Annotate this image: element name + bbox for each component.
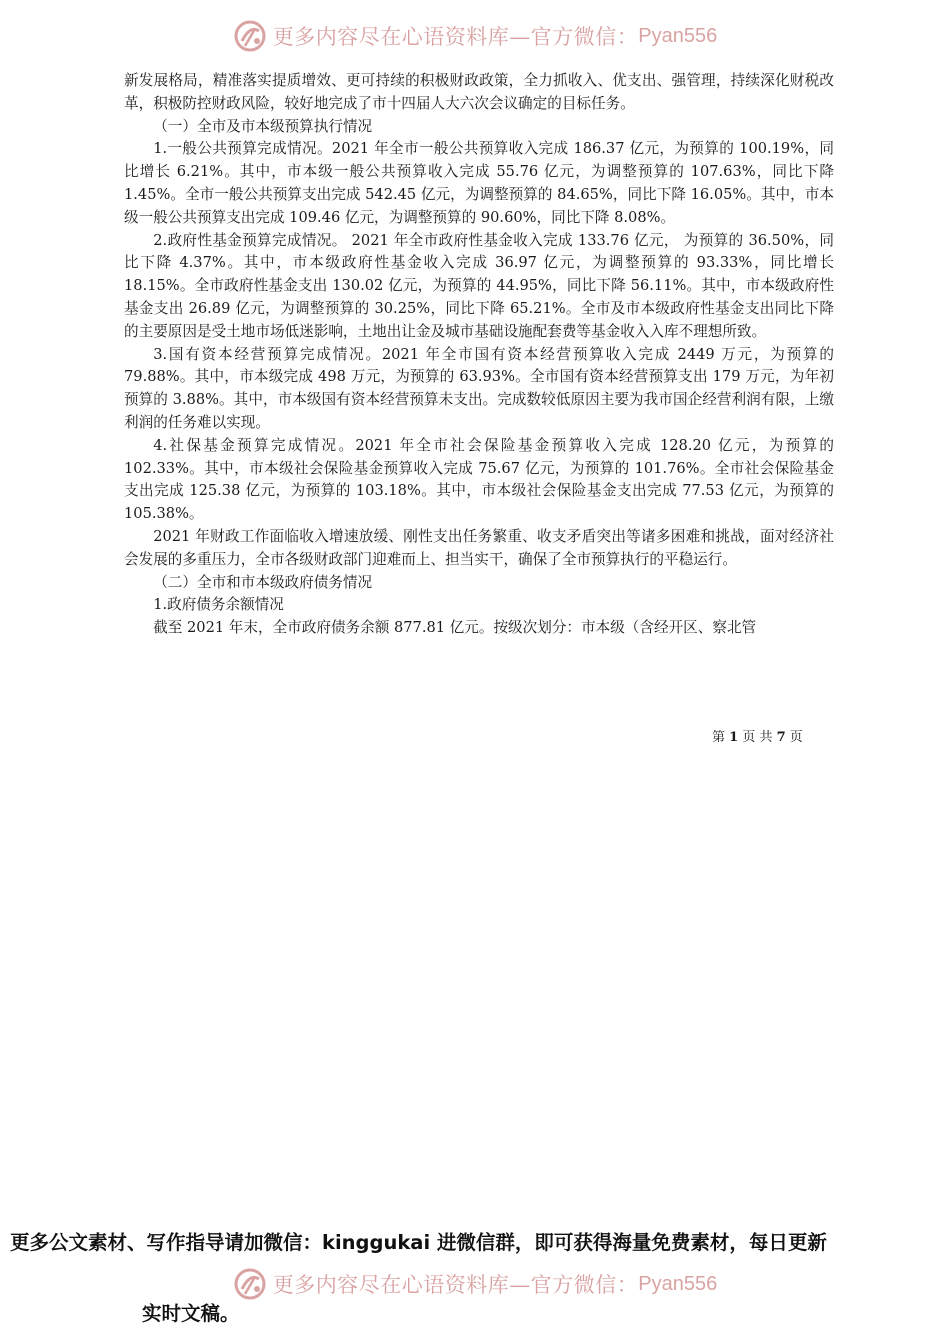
total-page-number: 7	[776, 730, 786, 745]
paragraph: 2.政府性基金预算完成情况。 2021 年全市政府性基金收入完成 133.76 亿元， 为预算的 36.50%，同比下降 4.37%。其中，市本级政府性基金收入完成 36.97 亿元，为调整预算的 93.33%，同比增长 18.15%。全市政府性基金支出 130.02 亿元，为预算的 44.95%，同比下降 56.11%。其中，市本级政府性基金支出 26.89 亿元，为调整预算的 30.25%，同比下降 65.21%。全市及市本级政府性基金支出同比下降的主要原因是受土地市场低迷影响，土地出让金及城市基础设施配套费等基金收入入库不理想所致。	[124, 231, 834, 340]
paragraph: 截至 2021 年末，全市政府债务余额 877.81 亿元。按级次划分：市本级（含经开区、察北管	[153, 619, 757, 637]
footer-suffix: 页	[785, 730, 803, 745]
promo-line-1: 更多公文素材、写作指导请加微信：kinggukai 进微信群，即可获得海量免费素材，每日更新	[10, 1231, 827, 1254]
paragraph: 2021 年财政工作面临收入增速放缓、刚性支出任务繁重、收支矛盾突出等诸多困难和挑战，面对经济社会发展的多重压力，全市各级财政部门迎难而上、担当实干，确保了全市预算执行的平稳运行。	[124, 527, 834, 568]
section-heading: （二）全市和市本级政府债务情况	[153, 573, 373, 591]
document-body	[124, 70, 834, 640]
section-heading: （一）全市及市本级预算执行情况	[153, 117, 373, 135]
promo-line-2: 实时文稿。	[142, 1302, 240, 1325]
current-page-number: 1	[729, 730, 739, 745]
paragraph: 3.国有资本经营预算完成情况。2021 年全市国有资本经营预算收入完成 2449 万元，为预算的 79.88%。其中，市本级完成 498 万元，为预算的 63.93%。全市国有资本经营预算支出 179 万元，为年初预算的 3.88%。其中，市本级国有资本经营预算未支出。完成数较低原因主要为我市国企经营利润有限，上缴利润的任务难以实现。	[124, 345, 834, 431]
watermark-top	[0, 16, 950, 56]
page-number-footer	[712, 726, 803, 745]
library-logo-icon	[233, 19, 267, 53]
footer-prefix: 第	[712, 730, 730, 745]
watermark-bottom	[0, 1264, 950, 1304]
paragraph: 新发展格局，精准落实提质增效、更可持续的积极财政政策，全力抓收入、优支出、强管理，持续深化财税改革，积极防控财政风险，较好地完成了市十四届人大六次会议确定的目标任务。	[124, 72, 834, 112]
watermark-wechat-id: Pyan556	[638, 1272, 718, 1295]
watermark-text: 更多内容尽在心语资料库—官方微信：	[272, 1273, 639, 1297]
footer-mid: 页 共	[738, 730, 777, 745]
watermark-text: 更多内容尽在心语资料库—官方微信：	[272, 25, 639, 49]
library-logo-icon	[233, 1267, 267, 1301]
subsection-heading: 1.政府债务余额情况	[153, 596, 284, 614]
watermark-wechat-id: Pyan556	[638, 24, 718, 47]
paragraph: 4.社保基金预算完成情况。2021 年全市社会保险基金预算收入完成 128.20 亿元，为预算的 102.33%。其中，市本级社会保险基金预算收入完成 75.67 亿元，为预算的 101.76%。全市社会保险基金支出完成 125.38 亿元，为预算的 103.18%。其中，市本级社会保险基金支出完成 77.53 亿元，为预算的 105.38%。	[124, 436, 834, 523]
paragraph: 1.一般公共预算完成情况。2021 年全市一般公共预算收入完成 186.37 亿元，为预算的 100.19%，同比增长 6.21%。其中，市本级一般公共预算收入完成 55.76 亿元，为调整预算的 107.63%，同比下降 1.45%。全市一般公共预算支出完成 542.45 亿元，为调整预算的 84.65%，同比下降 16.05%。其中，市本级一般公共预算支出完成 109.46 亿元，为调整预算的 90.60%，同比下降 8.08%。	[124, 140, 834, 226]
